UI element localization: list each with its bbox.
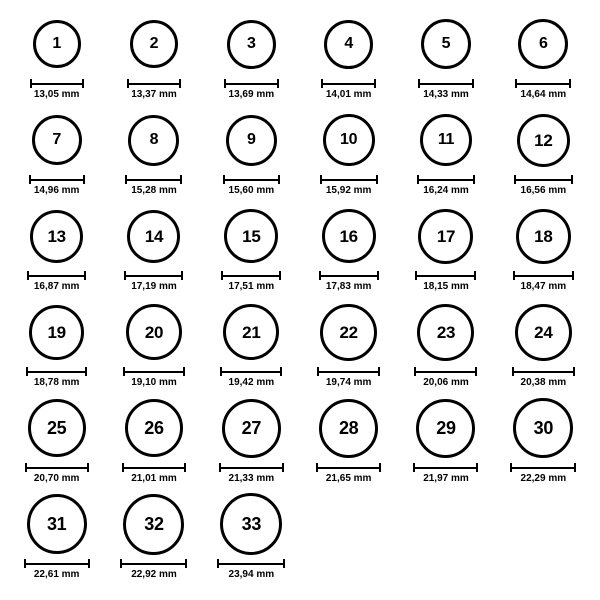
diameter-measure-bar xyxy=(510,463,576,472)
ring-size-cell[interactable] xyxy=(203,10,300,106)
ring-size-cell[interactable] xyxy=(8,10,105,106)
measure-tick-right xyxy=(472,79,474,88)
measure-tick-left xyxy=(223,175,225,184)
measure-line xyxy=(224,83,279,85)
measure-tick-right xyxy=(474,271,476,280)
measure-tick-right xyxy=(282,463,284,472)
ring-circle-wrap xyxy=(29,298,84,366)
ring-size-cell[interactable] xyxy=(495,394,592,490)
measure-tick-right xyxy=(180,175,182,184)
ring-size-cell[interactable] xyxy=(495,298,592,394)
ring-circle-icon xyxy=(513,398,573,458)
ring-size-number: 21 xyxy=(242,322,261,342)
measure-tick-right xyxy=(181,271,183,280)
diameter-label: 18,47 mm xyxy=(520,281,567,292)
ring-size-number: 13 xyxy=(47,226,66,246)
measure-tick-right xyxy=(184,463,186,472)
ring-size-number: 14 xyxy=(144,226,164,246)
diameter-label: 17,83 mm xyxy=(325,281,372,292)
diameter-label: 17,19 mm xyxy=(131,281,177,292)
measure-line xyxy=(513,275,574,277)
ring-size-cell[interactable] xyxy=(105,490,202,586)
ring-size-cell[interactable] xyxy=(105,202,202,298)
ring-size-cell[interactable] xyxy=(105,298,202,394)
measure-line xyxy=(219,467,284,469)
measure-tick-left xyxy=(514,175,516,184)
ring-circle-icon xyxy=(224,209,278,263)
measure-tick-right xyxy=(280,367,282,376)
diameter-measure-bar xyxy=(316,463,381,472)
diameter-measure-bar xyxy=(27,271,86,280)
ring-circle-wrap xyxy=(517,106,570,174)
ring-size-cell[interactable] xyxy=(495,106,592,202)
measure-line xyxy=(124,275,183,277)
measure-tick-right xyxy=(83,175,85,184)
diameter-label: 22,61 mm xyxy=(33,569,80,580)
diameter-measure-bar xyxy=(125,175,182,184)
diameter-label: 21,97 mm xyxy=(423,473,469,484)
ring-circle-icon xyxy=(320,304,377,361)
diameter-label: 13,69 mm xyxy=(228,89,275,100)
ring-circle-icon xyxy=(125,399,183,457)
diameter-label: 14,64 mm xyxy=(520,89,567,100)
diameter-measure-bar xyxy=(26,367,87,376)
measure-line xyxy=(417,179,475,181)
ring-size-number: 8 xyxy=(149,131,159,148)
ring-circle-icon xyxy=(220,493,282,555)
ring-circle-wrap xyxy=(32,106,82,174)
measure-line xyxy=(415,275,476,277)
ring-size-cell[interactable] xyxy=(8,490,105,586)
diameter-label: 17,51 mm xyxy=(228,281,275,292)
measure-line xyxy=(24,563,90,565)
measure-line xyxy=(510,467,576,469)
diameter-label: 13,37 mm xyxy=(131,89,177,100)
ring-size-cell[interactable] xyxy=(300,10,397,106)
diameter-measure-bar xyxy=(319,271,379,280)
ring-size-number: 23 xyxy=(436,322,456,342)
measure-tick-left xyxy=(127,79,129,88)
measure-line xyxy=(25,467,89,469)
ring-circle-icon xyxy=(418,209,473,264)
ring-size-number: 26 xyxy=(144,418,164,438)
ring-size-number: 9 xyxy=(247,131,256,148)
ring-size-number: 32 xyxy=(144,514,164,534)
measure-tick-left xyxy=(24,559,26,568)
ring-circle-wrap xyxy=(126,298,182,366)
diameter-measure-bar xyxy=(217,559,285,568)
ring-circle-wrap xyxy=(513,394,573,462)
ring-circle-icon xyxy=(324,20,373,69)
ring-circle-wrap xyxy=(421,10,471,78)
measure-tick-left xyxy=(321,79,323,88)
ring-circle-icon xyxy=(226,115,277,166)
diameter-label: 20,70 mm xyxy=(33,473,80,484)
ring-circle-wrap xyxy=(128,106,179,174)
ring-size-number: 24 xyxy=(534,322,553,342)
measure-tick-left xyxy=(219,463,221,472)
diameter-label: 21,01 mm xyxy=(131,473,177,484)
measure-line xyxy=(512,371,575,373)
measure-tick-right xyxy=(473,175,475,184)
diameter-label: 14,01 mm xyxy=(325,89,372,100)
ring-size-cell[interactable] xyxy=(8,106,105,202)
measure-line xyxy=(120,563,187,565)
measure-line xyxy=(316,467,381,469)
diameter-measure-bar xyxy=(29,175,85,184)
measure-line xyxy=(30,83,84,85)
ring-circle-icon xyxy=(27,494,87,554)
ring-circle-wrap xyxy=(518,10,568,78)
measure-tick-right xyxy=(283,559,285,568)
ring-circle-icon xyxy=(128,115,179,166)
measure-tick-left xyxy=(27,271,29,280)
ring-circle-icon xyxy=(417,304,474,361)
measure-tick-left xyxy=(510,463,512,472)
ring-circle-icon xyxy=(123,494,184,555)
ring-circle-wrap xyxy=(223,298,279,366)
ring-size-cell[interactable] xyxy=(397,10,494,106)
measure-line xyxy=(26,371,87,373)
ring-size-cell[interactable] xyxy=(203,106,300,202)
diameter-measure-bar xyxy=(414,367,477,376)
ring-circle-wrap xyxy=(416,394,475,462)
measure-tick-right xyxy=(574,463,576,472)
ring-circle-wrap xyxy=(324,10,373,78)
diameter-measure-bar xyxy=(219,463,284,472)
ring-circle-wrap xyxy=(322,202,376,270)
diameter-measure-bar xyxy=(127,79,181,88)
ring-circle-icon xyxy=(127,210,180,263)
measure-tick-left xyxy=(221,271,223,280)
ring-circle-icon xyxy=(420,114,472,166)
measure-line xyxy=(515,83,571,85)
diameter-label: 22,92 mm xyxy=(131,569,177,580)
diameter-label: 23,94 mm xyxy=(228,569,275,580)
measure-tick-right xyxy=(278,175,280,184)
measure-tick-left xyxy=(515,79,517,88)
ring-circle-icon xyxy=(515,304,572,361)
ring-circle-wrap xyxy=(417,298,474,366)
measure-tick-right xyxy=(573,367,575,376)
ring-circle-wrap xyxy=(30,202,83,270)
measure-line xyxy=(319,275,379,277)
ring-circle-icon xyxy=(222,399,281,458)
ring-size-number: 2 xyxy=(149,35,159,52)
ring-size-number: 18 xyxy=(534,226,553,246)
measure-line xyxy=(413,467,478,469)
measure-tick-right xyxy=(378,367,380,376)
measure-tick-left xyxy=(418,79,420,88)
measure-tick-right xyxy=(82,79,84,88)
ring-size-cell[interactable] xyxy=(105,106,202,202)
ring-size-cell[interactable] xyxy=(300,394,397,490)
measure-tick-left xyxy=(29,175,31,184)
ring-circle-icon xyxy=(29,305,84,360)
diameter-measure-bar xyxy=(321,79,376,88)
measure-tick-left xyxy=(320,175,322,184)
diameter-label: 22,29 mm xyxy=(520,473,567,484)
measure-tick-left xyxy=(513,271,515,280)
diameter-measure-bar xyxy=(221,271,281,280)
diameter-measure-bar xyxy=(417,175,475,184)
ring-size-number: 20 xyxy=(144,322,164,342)
ring-circle-wrap xyxy=(516,202,571,270)
ring-size-cell[interactable] xyxy=(203,298,300,394)
measure-line xyxy=(29,179,85,181)
diameter-measure-bar xyxy=(513,271,574,280)
measure-tick-left xyxy=(123,367,125,376)
diameter-label: 19,10 mm xyxy=(131,377,177,388)
measure-tick-left xyxy=(414,367,416,376)
measure-tick-left xyxy=(220,367,222,376)
ring-size-number: 30 xyxy=(533,418,554,438)
ring-circle-wrap xyxy=(127,202,180,270)
ring-circle-wrap xyxy=(227,10,276,78)
ring-circle-icon xyxy=(30,210,83,263)
measure-tick-left xyxy=(319,271,321,280)
diameter-measure-bar xyxy=(25,463,89,472)
diameter-measure-bar xyxy=(24,559,90,568)
diameter-label: 15,60 mm xyxy=(228,185,275,196)
ring-size-number: 7 xyxy=(52,131,61,148)
measure-tick-right xyxy=(376,175,378,184)
ring-size-cell[interactable] xyxy=(203,202,300,298)
measure-tick-left xyxy=(217,559,219,568)
measure-line xyxy=(317,371,380,373)
ring-circle-icon xyxy=(416,399,475,458)
ring-circle-icon xyxy=(130,20,178,68)
ring-size-number: 12 xyxy=(534,130,553,150)
measure-tick-right xyxy=(572,271,574,280)
ring-size-number: 16 xyxy=(339,226,358,246)
diameter-label: 16,87 mm xyxy=(33,281,80,292)
ring-size-number: 3 xyxy=(247,35,256,52)
ring-size-cell[interactable] xyxy=(8,202,105,298)
measure-line xyxy=(514,179,573,181)
measure-line xyxy=(320,179,378,181)
measure-tick-left xyxy=(224,79,226,88)
measure-tick-right xyxy=(475,367,477,376)
measure-tick-left xyxy=(30,79,32,88)
ring-circle-icon xyxy=(126,304,182,360)
ring-circle-icon xyxy=(322,209,376,263)
ring-circle-icon xyxy=(28,399,86,457)
measure-tick-right xyxy=(279,271,281,280)
ring-circle-wrap xyxy=(515,298,572,366)
measure-tick-right xyxy=(374,79,376,88)
diameter-measure-bar xyxy=(123,367,185,376)
ring-size-cell[interactable] xyxy=(495,10,592,106)
measure-tick-left xyxy=(124,271,126,280)
measure-tick-left xyxy=(417,175,419,184)
diameter-measure-bar xyxy=(515,79,571,88)
diameter-label: 15,28 mm xyxy=(131,185,177,196)
ring-size-number: 33 xyxy=(241,514,262,534)
measure-tick-right xyxy=(183,367,185,376)
ring-circle-icon xyxy=(518,19,568,69)
ring-circle-wrap xyxy=(125,394,183,462)
ring-size-number: 31 xyxy=(46,514,67,534)
diameter-label: 20,06 mm xyxy=(423,377,469,388)
ring-size-number: 4 xyxy=(344,35,353,52)
diameter-measure-bar xyxy=(413,463,478,472)
diameter-label: 20,38 mm xyxy=(520,377,567,388)
ring-circle-wrap xyxy=(320,298,377,366)
ring-size-number: 25 xyxy=(46,418,67,438)
diameter-measure-bar xyxy=(514,175,573,184)
ring-size-cell[interactable] xyxy=(495,202,592,298)
measure-tick-left xyxy=(25,463,27,472)
measure-line xyxy=(123,371,185,373)
ring-circle-wrap xyxy=(222,394,281,462)
ring-size-grid xyxy=(8,10,592,586)
measure-line xyxy=(127,83,181,85)
diameter-label: 19,74 mm xyxy=(325,377,372,388)
measure-line xyxy=(321,83,376,85)
measure-line xyxy=(221,275,281,277)
ring-size-cell[interactable] xyxy=(105,10,202,106)
measure-tick-right xyxy=(84,271,86,280)
ring-size-cell[interactable] xyxy=(397,106,494,202)
ring-size-number: 15 xyxy=(242,226,261,246)
ring-size-cell[interactable] xyxy=(8,394,105,490)
measure-tick-right xyxy=(571,175,573,184)
ring-size-cell[interactable] xyxy=(300,298,397,394)
ring-size-number: 28 xyxy=(338,418,359,438)
ring-circle-wrap xyxy=(226,106,277,174)
measure-line xyxy=(27,275,86,277)
diameter-measure-bar xyxy=(418,79,474,88)
diameter-measure-bar xyxy=(512,367,575,376)
ring-circle-wrap xyxy=(418,202,473,270)
measure-tick-left xyxy=(415,271,417,280)
measure-tick-right xyxy=(185,559,187,568)
ring-circle-wrap xyxy=(224,202,278,270)
ring-circle-icon xyxy=(227,20,276,69)
measure-line xyxy=(414,371,477,373)
measure-tick-left xyxy=(512,367,514,376)
measure-tick-right xyxy=(179,79,181,88)
measure-tick-right xyxy=(377,271,379,280)
diameter-label: 19,42 mm xyxy=(228,377,275,388)
ring-circle-icon xyxy=(517,114,570,167)
ring-circle-icon xyxy=(33,20,81,68)
ring-circle-wrap xyxy=(123,490,184,558)
diameter-measure-bar xyxy=(224,79,279,88)
ring-size-cell[interactable] xyxy=(8,298,105,394)
diameter-label: 16,24 mm xyxy=(423,185,469,196)
ring-size-number: 29 xyxy=(436,418,456,438)
measure-line xyxy=(220,371,282,373)
diameter-label: 14,96 mm xyxy=(33,185,80,196)
ring-size-number: 22 xyxy=(339,322,358,342)
ring-circle-icon xyxy=(421,19,471,69)
diameter-label: 14,33 mm xyxy=(423,89,469,100)
ring-circle-wrap xyxy=(27,490,87,558)
ring-circle-icon xyxy=(32,115,82,165)
ring-size-cell[interactable] xyxy=(203,394,300,490)
measure-tick-left xyxy=(316,463,318,472)
diameter-label: 15,92 mm xyxy=(325,185,372,196)
ring-size-cell[interactable] xyxy=(300,202,397,298)
diameter-label: 13,05 mm xyxy=(33,89,80,100)
ring-circle-wrap xyxy=(28,394,86,462)
diameter-label: 21,33 mm xyxy=(228,473,275,484)
ring-size-number: 27 xyxy=(241,418,262,438)
measure-tick-right xyxy=(379,463,381,472)
ring-size-number: 1 xyxy=(52,35,61,52)
ring-size-number: 5 xyxy=(441,35,451,52)
measure-tick-right xyxy=(87,463,89,472)
diameter-measure-bar xyxy=(320,175,378,184)
diameter-measure-bar xyxy=(122,463,186,472)
measure-line xyxy=(217,563,285,565)
diameter-measure-bar xyxy=(223,175,280,184)
ring-circle-wrap xyxy=(130,10,178,78)
ring-circle-wrap xyxy=(420,106,472,174)
ring-size-number: 10 xyxy=(340,131,358,148)
ring-circle-wrap xyxy=(33,10,81,78)
measure-line xyxy=(418,83,474,85)
measure-tick-left xyxy=(26,367,28,376)
measure-tick-left xyxy=(122,463,124,472)
diameter-label: 18,78 mm xyxy=(33,377,80,388)
ring-size-number: 11 xyxy=(437,131,455,148)
ring-size-cell[interactable] xyxy=(203,490,300,586)
ring-circle-icon xyxy=(323,114,375,166)
diameter-measure-bar xyxy=(124,271,183,280)
ring-size-cell[interactable] xyxy=(105,394,202,490)
measure-tick-right xyxy=(476,463,478,472)
measure-tick-left xyxy=(125,175,127,184)
ring-circle-icon xyxy=(319,399,378,458)
ring-size-cell[interactable] xyxy=(397,298,494,394)
measure-tick-right xyxy=(569,79,571,88)
diameter-label: 16,56 mm xyxy=(520,185,567,196)
diameter-measure-bar xyxy=(120,559,187,568)
diameter-measure-bar xyxy=(30,79,84,88)
ring-size-number: 19 xyxy=(47,322,66,342)
ring-size-number: 17 xyxy=(436,226,456,246)
measure-tick-left xyxy=(120,559,122,568)
diameter-measure-bar xyxy=(220,367,282,376)
measure-line xyxy=(125,179,182,181)
measure-line xyxy=(122,467,186,469)
measure-tick-left xyxy=(317,367,319,376)
measure-tick-right xyxy=(85,367,87,376)
diameter-label: 18,15 mm xyxy=(423,281,469,292)
measure-line xyxy=(223,179,280,181)
ring-circle-wrap xyxy=(220,490,282,558)
measure-tick-right xyxy=(277,79,279,88)
ring-circle-wrap xyxy=(319,394,378,462)
ring-size-number: 6 xyxy=(539,35,548,52)
ring-circle-icon xyxy=(516,209,571,264)
diameter-measure-bar xyxy=(317,367,380,376)
ring-circle-wrap xyxy=(323,106,375,174)
ring-size-cell[interactable] xyxy=(397,202,494,298)
ring-size-cell[interactable] xyxy=(397,394,494,490)
ring-size-cell[interactable] xyxy=(300,106,397,202)
diameter-measure-bar xyxy=(415,271,476,280)
diameter-label: 21,65 mm xyxy=(325,473,372,484)
ring-circle-icon xyxy=(223,304,279,360)
measure-tick-right xyxy=(88,559,90,568)
measure-tick-left xyxy=(413,463,415,472)
